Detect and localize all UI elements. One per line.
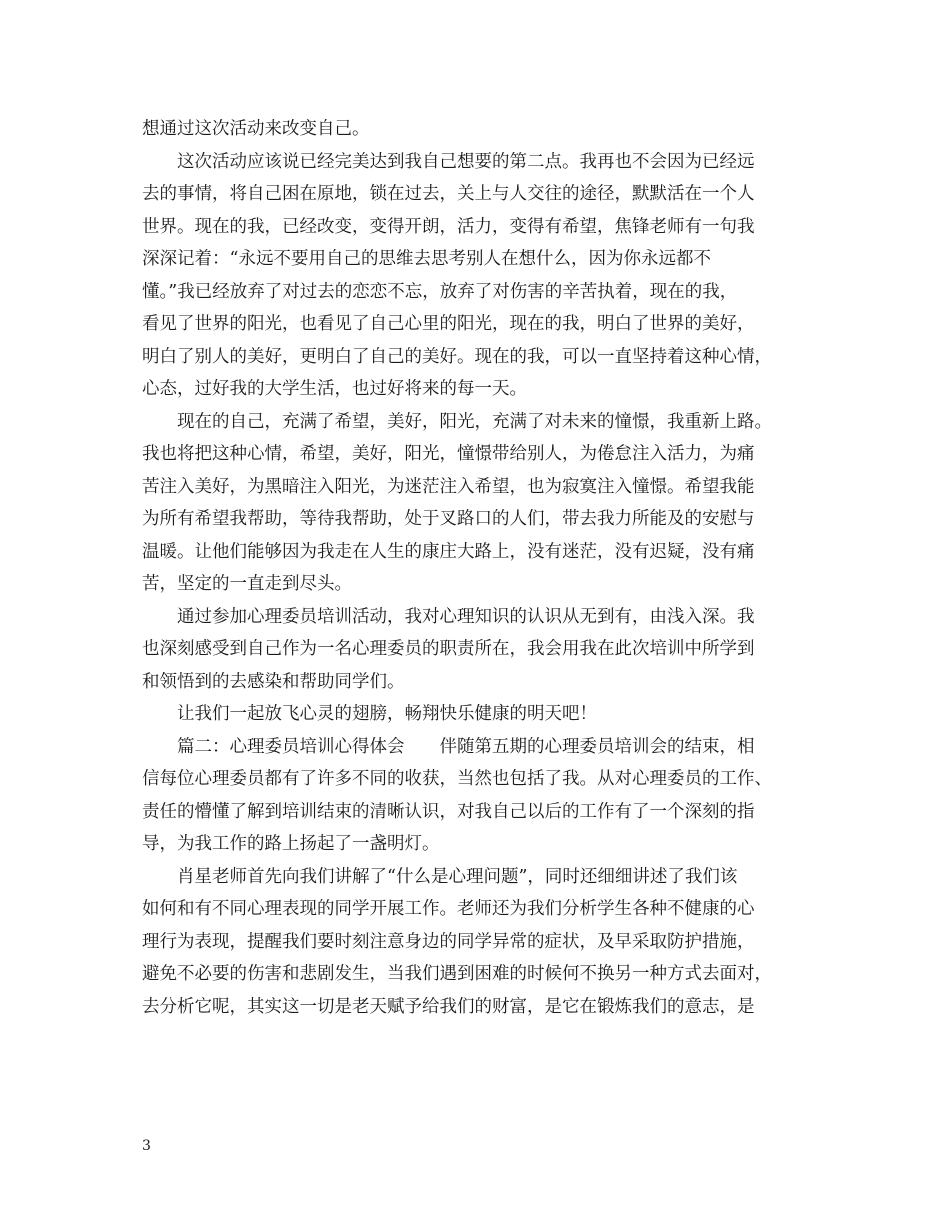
- text-line: 这次活动应该说已经完美达到我自己想要的第二点。我再也不会因为已经远: [177, 151, 755, 172]
- text-line: 信每位心理委员都有了许多不同的收获，当然也包括了我。从对心理委员的工作、: [142, 769, 772, 789]
- text-line: 篇二：心理委员培训心得体会 伴随第五期的心理委员培训会的结束，相: [177, 736, 755, 757]
- text-line: 看见了世界的阳光，也看见了自己心里的阳光，现在的我，明白了世界的美好，: [142, 314, 755, 334]
- text-line: 避免不必要的伤害和悲剧发生，当我们遇到困难的时候何不换另一种方式去面对，: [142, 964, 772, 984]
- text-line: 苦，坚定的一直走到尽头。: [142, 574, 352, 594]
- text-line: 想通过这次活动来改变自己。: [142, 119, 370, 139]
- text-line: 懂。”我已经放弃了对过去的恋恋不忘，放弃了对伤害的辛苦执着，现在的我，: [142, 281, 738, 302]
- text-line: 导，为我工作的路上扬起了一盏明灯。: [142, 834, 440, 854]
- text-line: 去的事情，将自己困在原地，锁在过去，关上与人交往的途径，默默活在一个人: [142, 184, 755, 204]
- text-line: 苦注入美好，为黑暗注入阳光，为迷茫注入希望，也为寂寞注入憧憬。希望我能: [142, 476, 755, 497]
- text-line: 我也将把这种心情，希望，美好，阳光，憧憬带给别人，为倦怠注入活力，为痛: [142, 444, 755, 464]
- text-line: 也深刻感受到自己作为一名心理委员的职责所在，我会用我在此次培训中所学到: [142, 639, 755, 659]
- text-line: 温暖。让他们能够因为我走在人生的康庄大路上，没有迷茫，没有迟疑，没有痛: [142, 541, 755, 562]
- text-line: 让我们一起放飞心灵的翅膀，畅翔快乐健康的明天吧！: [177, 704, 597, 724]
- page-number: 3: [142, 1138, 151, 1154]
- text-line: 深深记着：“永远不要用自己的思维去思考别人在想什么，因为你永远都不: [142, 249, 711, 269]
- text-line: 明白了别人的美好，更明白了自己的美好。现在的我，可以一直坚持着这种心情，: [142, 346, 772, 367]
- text-line: 理行为表现，提醒我们要时刻注意身边的同学异常的症状，及早采取防护措施，: [142, 931, 755, 952]
- text-line: 世界。现在的我，已经改变，变得开朗，活力，变得有希望，焦锋老师有一句我: [142, 216, 755, 237]
- text-line: 如何和有不同心理表现的同学开展工作。老师还为我们分析学生各种不健康的心: [142, 899, 755, 919]
- text-line: 去分析它呢，其实这一切是老天赋予给我们的财富，是它在锻炼我们的意志，是: [142, 996, 755, 1017]
- text-line: 责任的懵懂了解到培训结束的清晰认识，对我自己以后的工作有了一个深刻的指: [142, 801, 755, 822]
- text-line: 肖星老师首先向我们讲解了“什么是心理问题”，同时还细细讲述了我们该: [177, 866, 738, 887]
- text-line: 现在的自己，充满了希望，美好，阳光，充满了对未来的憧憬，我重新上路。: [177, 411, 772, 432]
- text-line: 心态，过好我的大学生活，也过好将来的每一天。: [142, 379, 527, 399]
- text-line: 通过参加心理委员培训活动，我对心理知识的认识从无到有，由浅入深。我: [177, 606, 755, 627]
- text-line: 为所有希望我帮助，等待我帮助，处于叉路口的人们，带去我力所能及的安慰与: [142, 509, 755, 529]
- text-line: 和领悟到的去感染和帮助同学们。: [142, 671, 405, 692]
- body-text: [142, 113, 820, 1023]
